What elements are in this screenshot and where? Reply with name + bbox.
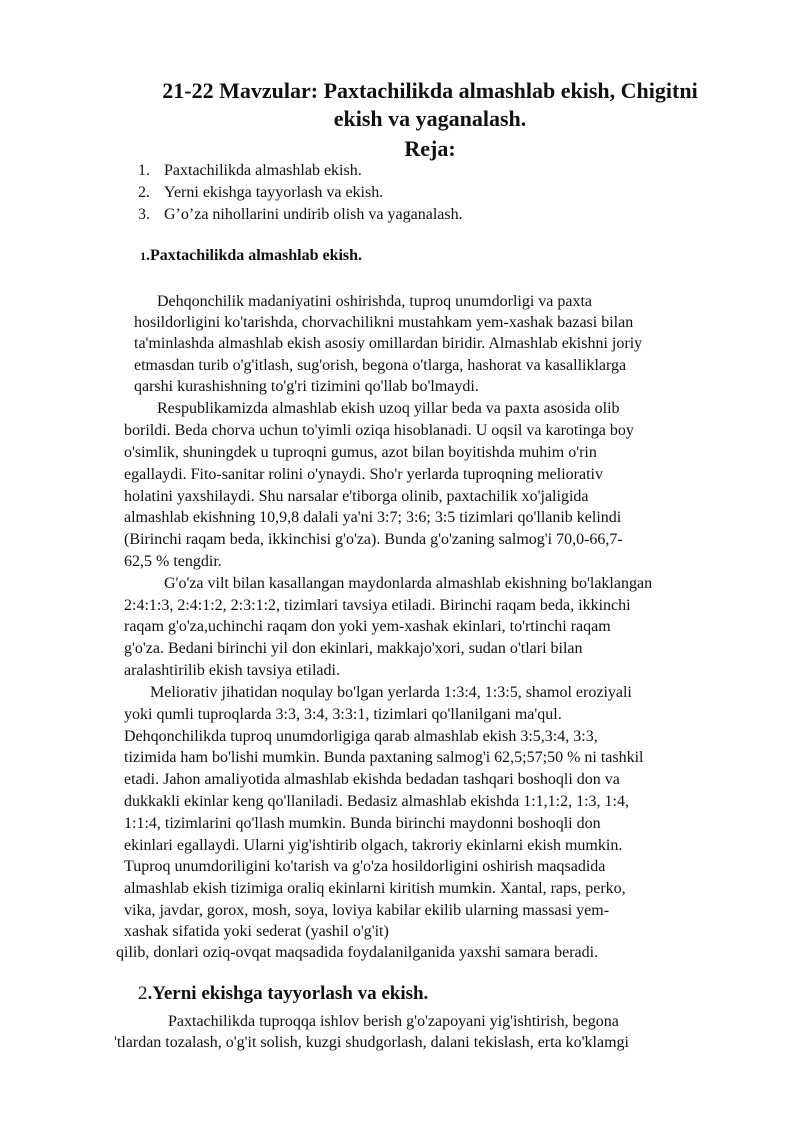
section-1-number: 1	[140, 249, 146, 263]
paragraph-line: vika, javdar, gorox, mosh, soya, loviya kabilar ekilib ularning massasi yem-	[124, 902, 610, 919]
plan-item-number: 3.	[138, 206, 150, 223]
paragraph-line: aralashtirilib ekish tavsiya etiladi.	[124, 662, 340, 679]
paragraph-line: G'o'za vilt bilan kasallangan maydonlarda almashlab ekishning bo'laklangan	[164, 575, 653, 592]
paragraph-line: Dehqonchilik madaniyatini oshirishda, tuproq unumdorligi va paxta	[157, 293, 593, 310]
paragraph-line: yoki qumli tuproqlarda 3:3, 3:4, 3:3:1, tizimlari qo'llanilgani ma'qul.	[124, 706, 562, 723]
paragraph-line: etadi. Jahon amaliyotida almashlab ekishda bedadan tashqari boshoqli don va	[124, 771, 620, 788]
paragraph-line: qarshi kurashishning to'g'ri tizimini qo'llab bo'lmaydi.	[134, 378, 479, 395]
paragraph-line: Respublikamizda almashlab ekish uzoq yillar beda va paxta asosida olib	[157, 400, 620, 417]
paragraph-line: tizimida ham bo'lishi mumkin. Bunda paxtaning salmog'i 62,5;57;50 % ni tashkil	[124, 749, 644, 766]
plan-item-number: 1.	[138, 162, 150, 179]
plan-item	[138, 160, 463, 182]
plan-item-number: 2.	[138, 184, 150, 201]
section-2-heading	[138, 983, 428, 1005]
paragraph-line: qilib, donlari oziq-ovqat maqsadida foydalanilganida yaxshi samara beradi.	[116, 944, 599, 961]
paragraph-line: almashlab ekish tizimiga oraliq ekinlarni kiritish mumkin. Xantal, raps, perko,	[124, 880, 626, 897]
paragraph-line: borildi. Beda chorva uchun to'yimli oziqa hisoblanadi. U oqsil va karotinga boy	[124, 422, 634, 439]
plan-item-text: G’o’za nihollarini undirib olish va yaganalash.	[164, 206, 463, 223]
paragraph-line: ta'minlashda almashlab ekish asosiy omillardan biridir. Almashlab ekishni joriy	[134, 335, 643, 352]
paragraph-line: 2:4:1:3, 2:4:1:2, 2:3:1:2, tizimlari tavsiya etiladi. Birinchi raqam beda, ikkinchi	[124, 597, 631, 614]
section-1-heading	[140, 247, 362, 265]
paragraph-line: hosildorligini ko'tarishda, chorvachilikni mustahkam yem-xashak bazasi bilan	[134, 314, 634, 331]
plan-item	[138, 182, 463, 204]
paragraph-line: Tuproq unumdoriligini ko'tarish va g'o'za hosildorligini oshirish maqsadida	[124, 858, 606, 875]
section-2-number: 2	[138, 983, 148, 1004]
section-2-title: .Yerni ekishga tayyorlash va ekish.	[147, 983, 429, 1004]
plan-item-text: Paxtachilikda almashlab ekish.	[164, 162, 362, 179]
plan-item-text: Yerni ekishga tayyorlash va ekish.	[164, 184, 384, 201]
paragraph-line: Dehqonchilikda tuproq unumdorligiga qarab almashlab ekish 3:5,3:4, 3:3,	[124, 728, 598, 745]
paragraph-line: Paxtachilikda tuproqqa ishlov berish g'o'zapoyani yig'ishtirish, begona	[168, 1013, 619, 1030]
document-title-line-1: 21-22 Mavzular: Paxtachilikda almashlab ekish, Chigitni	[162, 78, 698, 103]
plan-list	[138, 160, 463, 226]
paragraph-line: ekinlari egallaydi. Ularni yig'ishtirib olgach, takroriy ekinlarni ekish mumkin.	[124, 837, 623, 854]
section-1-title: .Paxtachilikda almashlab ekish.	[146, 247, 363, 264]
paragraph-line: 'tlardan tozalash, o'g'it solish, kuzgi shudgorlash, dalani tekislash, erta ko'klamgi	[114, 1034, 629, 1051]
paragraph-line: xashak sifatida yoki sederat (yashil o'g'it)	[124, 923, 389, 940]
paragraph-line: almashlab ekishning 10,9,8 dalali ya'ni 3:7; 3:6; 3:5 tizimlari qo'llanib kelindi	[124, 509, 622, 526]
paragraph-line: Meliorativ jihatidan noqulay bo'lgan yerlarda 1:3:4, 1:3:5, shamol eroziyali	[150, 684, 632, 701]
paragraph-line: o'simlik, shuningdek u tuproqni gumus, azot bilan boyitishda muhim o'rin	[124, 444, 597, 461]
paragraph-line: 1:1:4, tizimlarini qo'llash mumkin. Bunda birinchi maydonni boshoqli don	[124, 815, 601, 832]
paragraph-line: 62,5 % tengdir.	[124, 553, 222, 570]
plan-item	[138, 204, 463, 226]
paragraph-line: etmasdan turib o'g'itlash, sug'orish, begona o'tlarga, hashorat va kasalliklarga	[134, 357, 627, 374]
paragraph-line: (Birinchi raqam beda, ikkinchisi g'o'za). Bunda g'o'zaning salmog'i 70,0-66,7-	[124, 531, 623, 548]
plan-heading: Reja:	[404, 136, 456, 161]
paragraph-line: dukkakli ekinlar keng qo'llaniladi. Bedasiz almashlab ekishda 1:1,1:2, 1:3, 1:4,	[124, 793, 629, 810]
paragraph-line: g'o'za. Bedani birinchi yil don ekinlari, makkajo'xori, sudan o'tlari bilan	[124, 640, 583, 657]
paragraph-line: egallaydi. Fito-sanitar rolini o'ynaydi. Sho'r yerlarda tuproqning meliorativ	[124, 466, 603, 483]
paragraph-line: holatini yaxshilaydi. Shu narsalar e'tiborga olinib, paxtachilik xo'jaligida	[124, 488, 589, 505]
paragraph-line: raqam g'o'za,uchinchi raqam don yoki yem-xashak ekinlari, to'rtinchi raqam	[124, 618, 611, 635]
document-title-line-2: ekish va yaganalash.	[333, 106, 527, 131]
